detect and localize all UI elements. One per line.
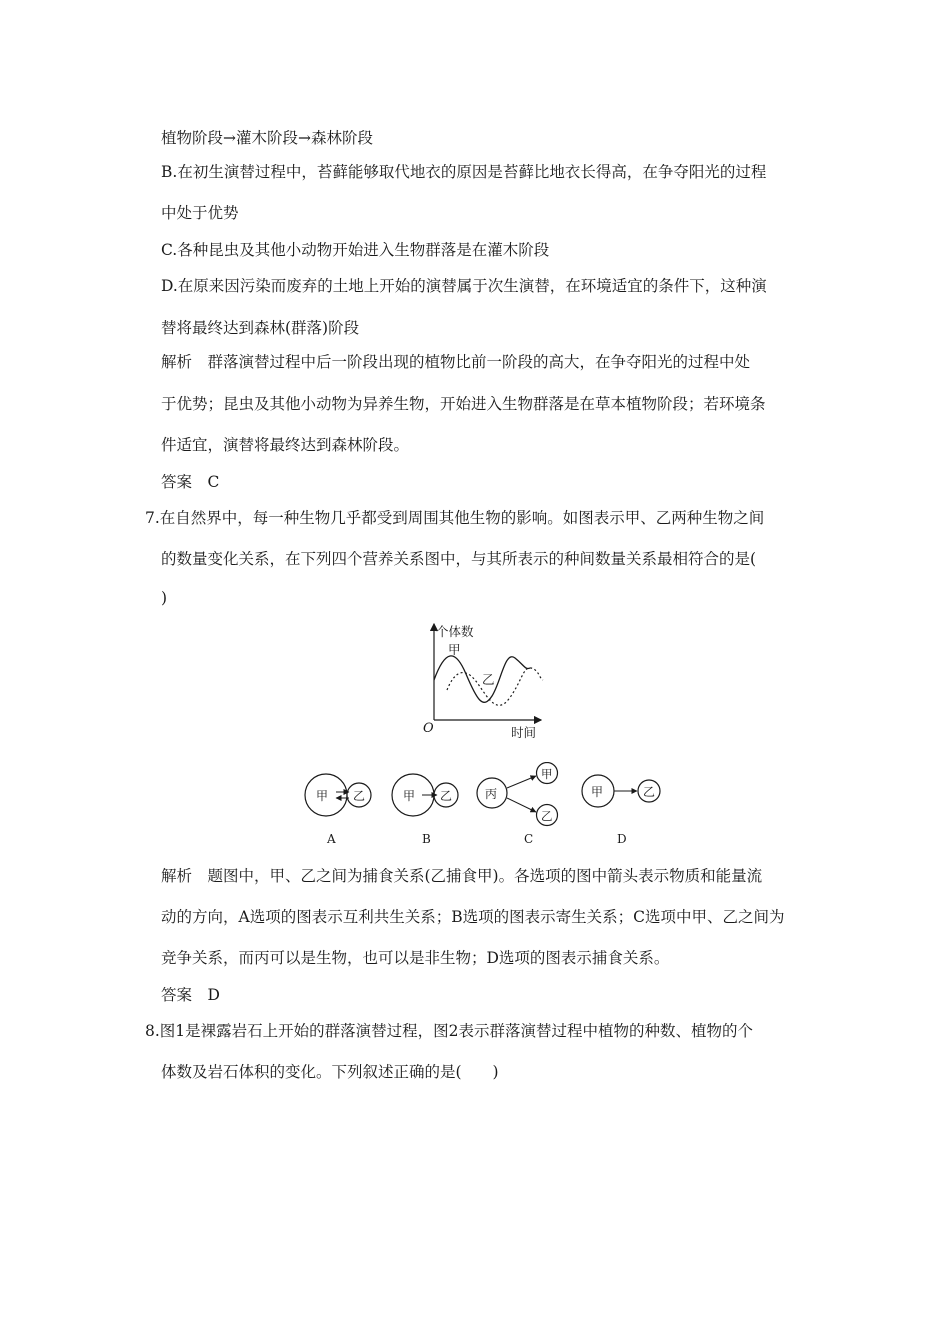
option-c-top: 甲 bbox=[541, 767, 553, 781]
option-a-big: 甲 bbox=[316, 789, 329, 803]
analysis: 解析 群落演替过程中后一阶段出现的植物比前一阶段的高大，在争夺阳光的过程中处 bbox=[161, 353, 751, 371]
series-b-label: 乙 bbox=[482, 672, 495, 687]
text-line: ) bbox=[161, 589, 168, 607]
option-c-bottom: 乙 bbox=[541, 809, 553, 823]
option-b-letter: B bbox=[422, 832, 431, 846]
text-line: 于优势；昆虫及其他小动物为异养生物，开始进入生物群落是在草本植物阶段；若环境条 bbox=[161, 395, 766, 413]
option-d-to: 乙 bbox=[643, 785, 656, 799]
text-line: 替将最终达到森林(群落)阶段 bbox=[161, 319, 360, 337]
option-a-letter: A bbox=[327, 832, 336, 846]
option-d-diagram bbox=[582, 775, 660, 846]
question-8: 8.图1是裸露岩石上开始的群落演替过程，图2表示群落演替过程中植物的种数、植物的个 bbox=[145, 1022, 754, 1040]
answer: 答案 C bbox=[161, 473, 220, 491]
option-a-diagram bbox=[305, 774, 371, 846]
option-c: C.各种昆虫及其他小动物开始进入生物群落是在灌木阶段 bbox=[161, 241, 550, 259]
option-c-letter: C bbox=[524, 832, 534, 846]
option-b: B.在初生演替过程中，苔藓能够取代地衣的原因是苔藓比地衣长得高，在争夺阳光的过程 bbox=[161, 163, 767, 181]
text-line: 件适宜，演替将最终达到森林阶段。 bbox=[161, 436, 410, 454]
text-line: 植物阶段→灌木阶段→森林阶段 bbox=[161, 129, 373, 147]
option-c-source: 丙 bbox=[485, 787, 498, 801]
series-b-curve bbox=[447, 668, 543, 705]
option-diagrams bbox=[300, 762, 670, 852]
text-line: 竞争关系，而丙可以是生物，也可以是非生物；D选项的图表示捕食关系。 bbox=[161, 949, 670, 967]
option-a-small: 乙 bbox=[353, 789, 366, 803]
y-axis-label: 个体数 bbox=[436, 624, 474, 639]
origin-label: O bbox=[423, 721, 434, 736]
option-b-diagram bbox=[392, 774, 458, 846]
question-7: 7.在自然界中，每一种生物几乎都受到周围其他生物的影响。如图表示甲、乙两种生物之间 bbox=[145, 509, 765, 527]
option-c-diagram bbox=[477, 763, 558, 847]
x-axis-label: 时间 bbox=[511, 725, 537, 740]
option-d: D.在原来因污染而废弃的土地上开始的演替属于次生演替，在环境适宜的条件下，这种演 bbox=[161, 277, 767, 295]
series-a-label: 甲 bbox=[448, 642, 461, 657]
population-graph bbox=[415, 618, 555, 743]
option-d-from: 甲 bbox=[591, 785, 604, 799]
answer: 答案 D bbox=[161, 986, 220, 1004]
option-b-small: 乙 bbox=[440, 789, 453, 803]
option-d-letter: D bbox=[617, 832, 627, 846]
text-line: 动的方向，A选项的图表示互利共生关系；B选项的图表示寄生关系；C选项中甲、乙之间为 bbox=[161, 908, 785, 926]
analysis: 解析 题图中，甲、乙之间为捕食关系(乙捕食甲)。各选项的图中箭头表示物质和能量流 bbox=[161, 867, 763, 885]
text-line: 的数量变化关系，在下列四个营养关系图中，与其所表示的种间数量关系最相符合的是( bbox=[161, 550, 757, 568]
option-b-big: 甲 bbox=[403, 789, 416, 803]
text-line: 中处于优势 bbox=[161, 204, 239, 222]
text-line: 体数及岩石体积的变化。下列叙述正确的是( ) bbox=[161, 1063, 499, 1081]
